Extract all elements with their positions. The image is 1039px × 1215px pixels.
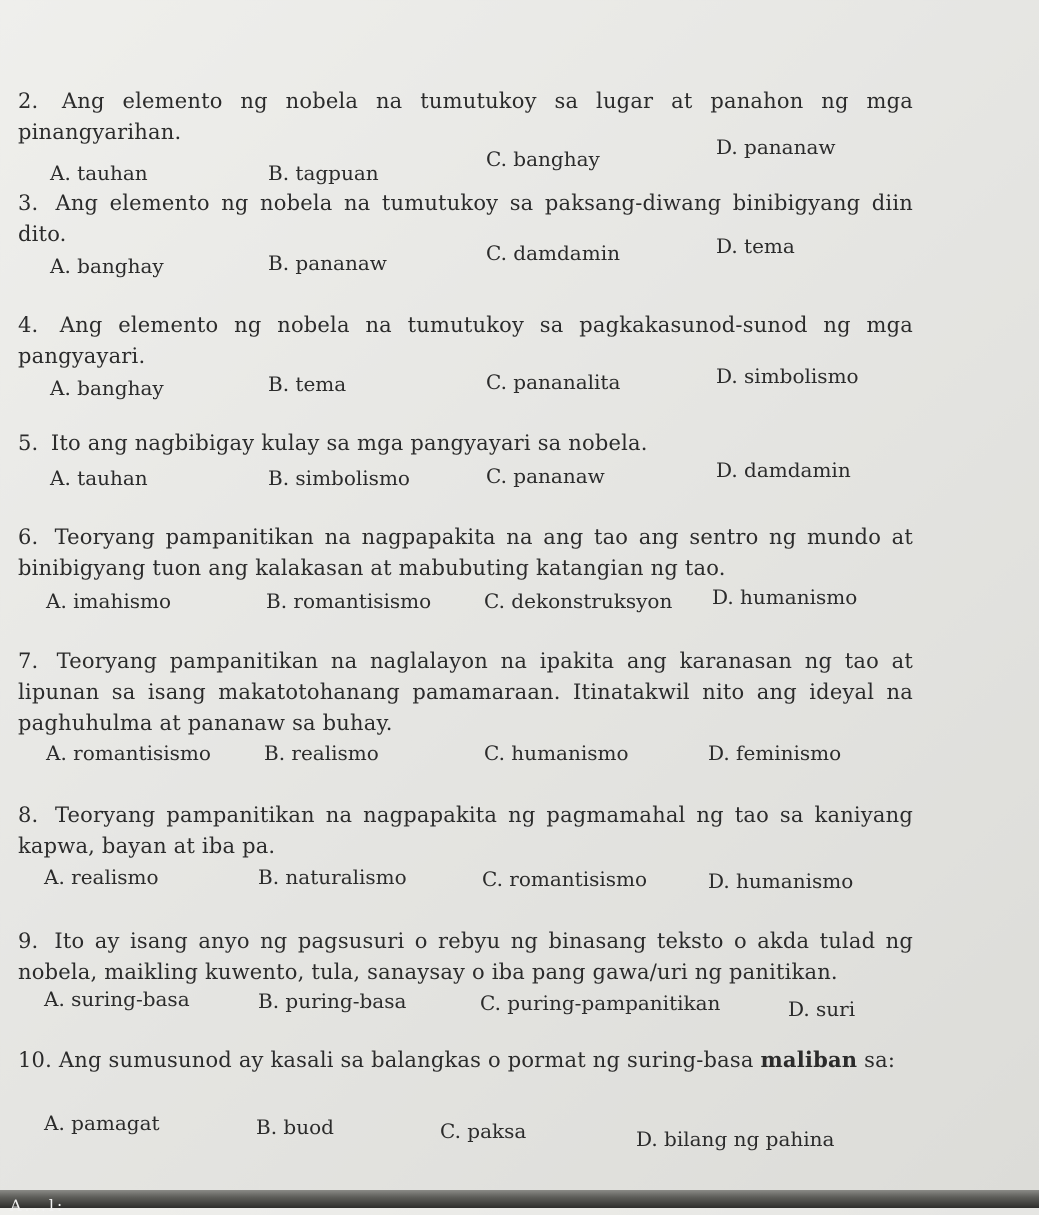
choice-c: C. paksa (440, 1119, 527, 1143)
question-number: 8. (18, 803, 39, 827)
question-text-after: sa: (864, 1048, 896, 1072)
question-number: 3. (18, 191, 39, 215)
cut-off-text: A...l: (10, 1196, 66, 1215)
choice-a: A. romantisismo (46, 741, 211, 765)
question-number: 5. (18, 431, 39, 455)
choice-c: C. dekonstruksyon (484, 589, 673, 613)
choice-d: D. bilang ng pahina (636, 1127, 835, 1151)
question-number: 6. (18, 525, 39, 549)
question-number: 4. (18, 313, 39, 337)
choice-a: A. banghay (50, 376, 164, 400)
choice-b: B. simbolismo (268, 466, 410, 490)
question-8 (18, 800, 913, 862)
question-text: Teoryang pampanitikan na nagpapakita na ang tao ang sentro ng mundo at binibigyang tuon ang kalakasan at mabubuting katangian ng tao. (18, 525, 913, 580)
question-text: Teoryang pampanitikan na nagpapakita ng pagmamahal ng tao sa kaniyang kapwa, bayan at iba pa. (18, 803, 913, 858)
choice-a: A. imahismo (46, 589, 171, 613)
question-text: Ang elemento ng nobela na tumutukoy sa lugar at panahon ng mga pinangyarihan. (18, 89, 913, 144)
choice-d: D. damdamin (716, 458, 851, 482)
choice-a: A. tauhan (50, 466, 148, 490)
choice-b: B. romantisismo (266, 589, 432, 613)
question-text: Ito ay isang anyo ng pagsusuri o rebyu ng binasang teksto o akda tulad ng nobela, maikling kuwento, tula, sanaysay o iba pang gawa/uri ng panitikan. (18, 929, 913, 984)
choice-c: C. humanismo (484, 741, 629, 765)
question-emphasis: maliban (760, 1047, 858, 1072)
choice-c: C. pananaw (486, 464, 605, 488)
question-number: 2. (18, 89, 39, 113)
question-9 (18, 926, 913, 988)
question-text: Ang elemento ng nobela na tumutukoy sa pagkakasunod-sunod ng mga pangyayari. (18, 313, 913, 368)
question-text: Ito ang nagbibigay kulay sa mga pangyayari sa nobela. (50, 431, 648, 455)
choice-c: C. damdamin (486, 241, 620, 265)
choice-b: B. naturalismo (258, 865, 407, 889)
question-text: Ang sumusunod ay kasali sa balangkas o pormat ng suring-basa (58, 1048, 754, 1072)
question-10 (18, 1044, 913, 1076)
question-5 (18, 428, 913, 459)
choice-a: A. pamagat (44, 1111, 160, 1135)
choice-a: A. suring-basa (44, 987, 190, 1011)
choice-b: B. realismo (264, 741, 379, 765)
question-number: 7. (18, 649, 39, 673)
choice-d: D. simbolismo (716, 364, 859, 388)
choice-c: C. puring-pampanitikan (480, 991, 721, 1015)
choice-b: B. tagpuan (268, 161, 379, 185)
choice-b: B. pananaw (268, 251, 387, 275)
choice-d: D. tema (716, 234, 795, 258)
question-number: 10. (18, 1048, 52, 1072)
question-7 (18, 646, 913, 739)
page-edge (0, 1190, 1039, 1208)
choice-c: C. romantisismo (482, 867, 648, 891)
choice-c: C. pananalita (486, 370, 621, 394)
choice-c: C. banghay (486, 147, 600, 171)
choice-a: A. tauhan (50, 161, 148, 185)
question-number: 9. (18, 929, 39, 953)
question-text: Teoryang pampanitikan na naglalayon na ipakita ang karanasan ng tao at lipunan sa isang makatotohanang pamamaraan. Itinatakwil nito ang ideyal na paghuhulma at pananaw sa buhay. (18, 649, 913, 735)
question-6 (18, 522, 913, 584)
choice-d: D. suri (788, 997, 856, 1021)
choice-d: D. humanismo (712, 585, 858, 609)
question-text: Ang elemento ng nobela na tumutukoy sa paksang-diwang binibigyang diin dito. (18, 191, 913, 246)
choice-b: B. tema (268, 372, 347, 396)
choice-b: B. puring-basa (258, 989, 407, 1013)
choice-a: A. banghay (50, 254, 164, 278)
choice-d: D. pananaw (716, 135, 836, 159)
choice-d: D. feminismo (708, 741, 842, 765)
choice-d: D. humanismo (708, 869, 854, 893)
choice-a: A. realismo (44, 865, 159, 889)
choice-b: B. buod (256, 1115, 334, 1139)
